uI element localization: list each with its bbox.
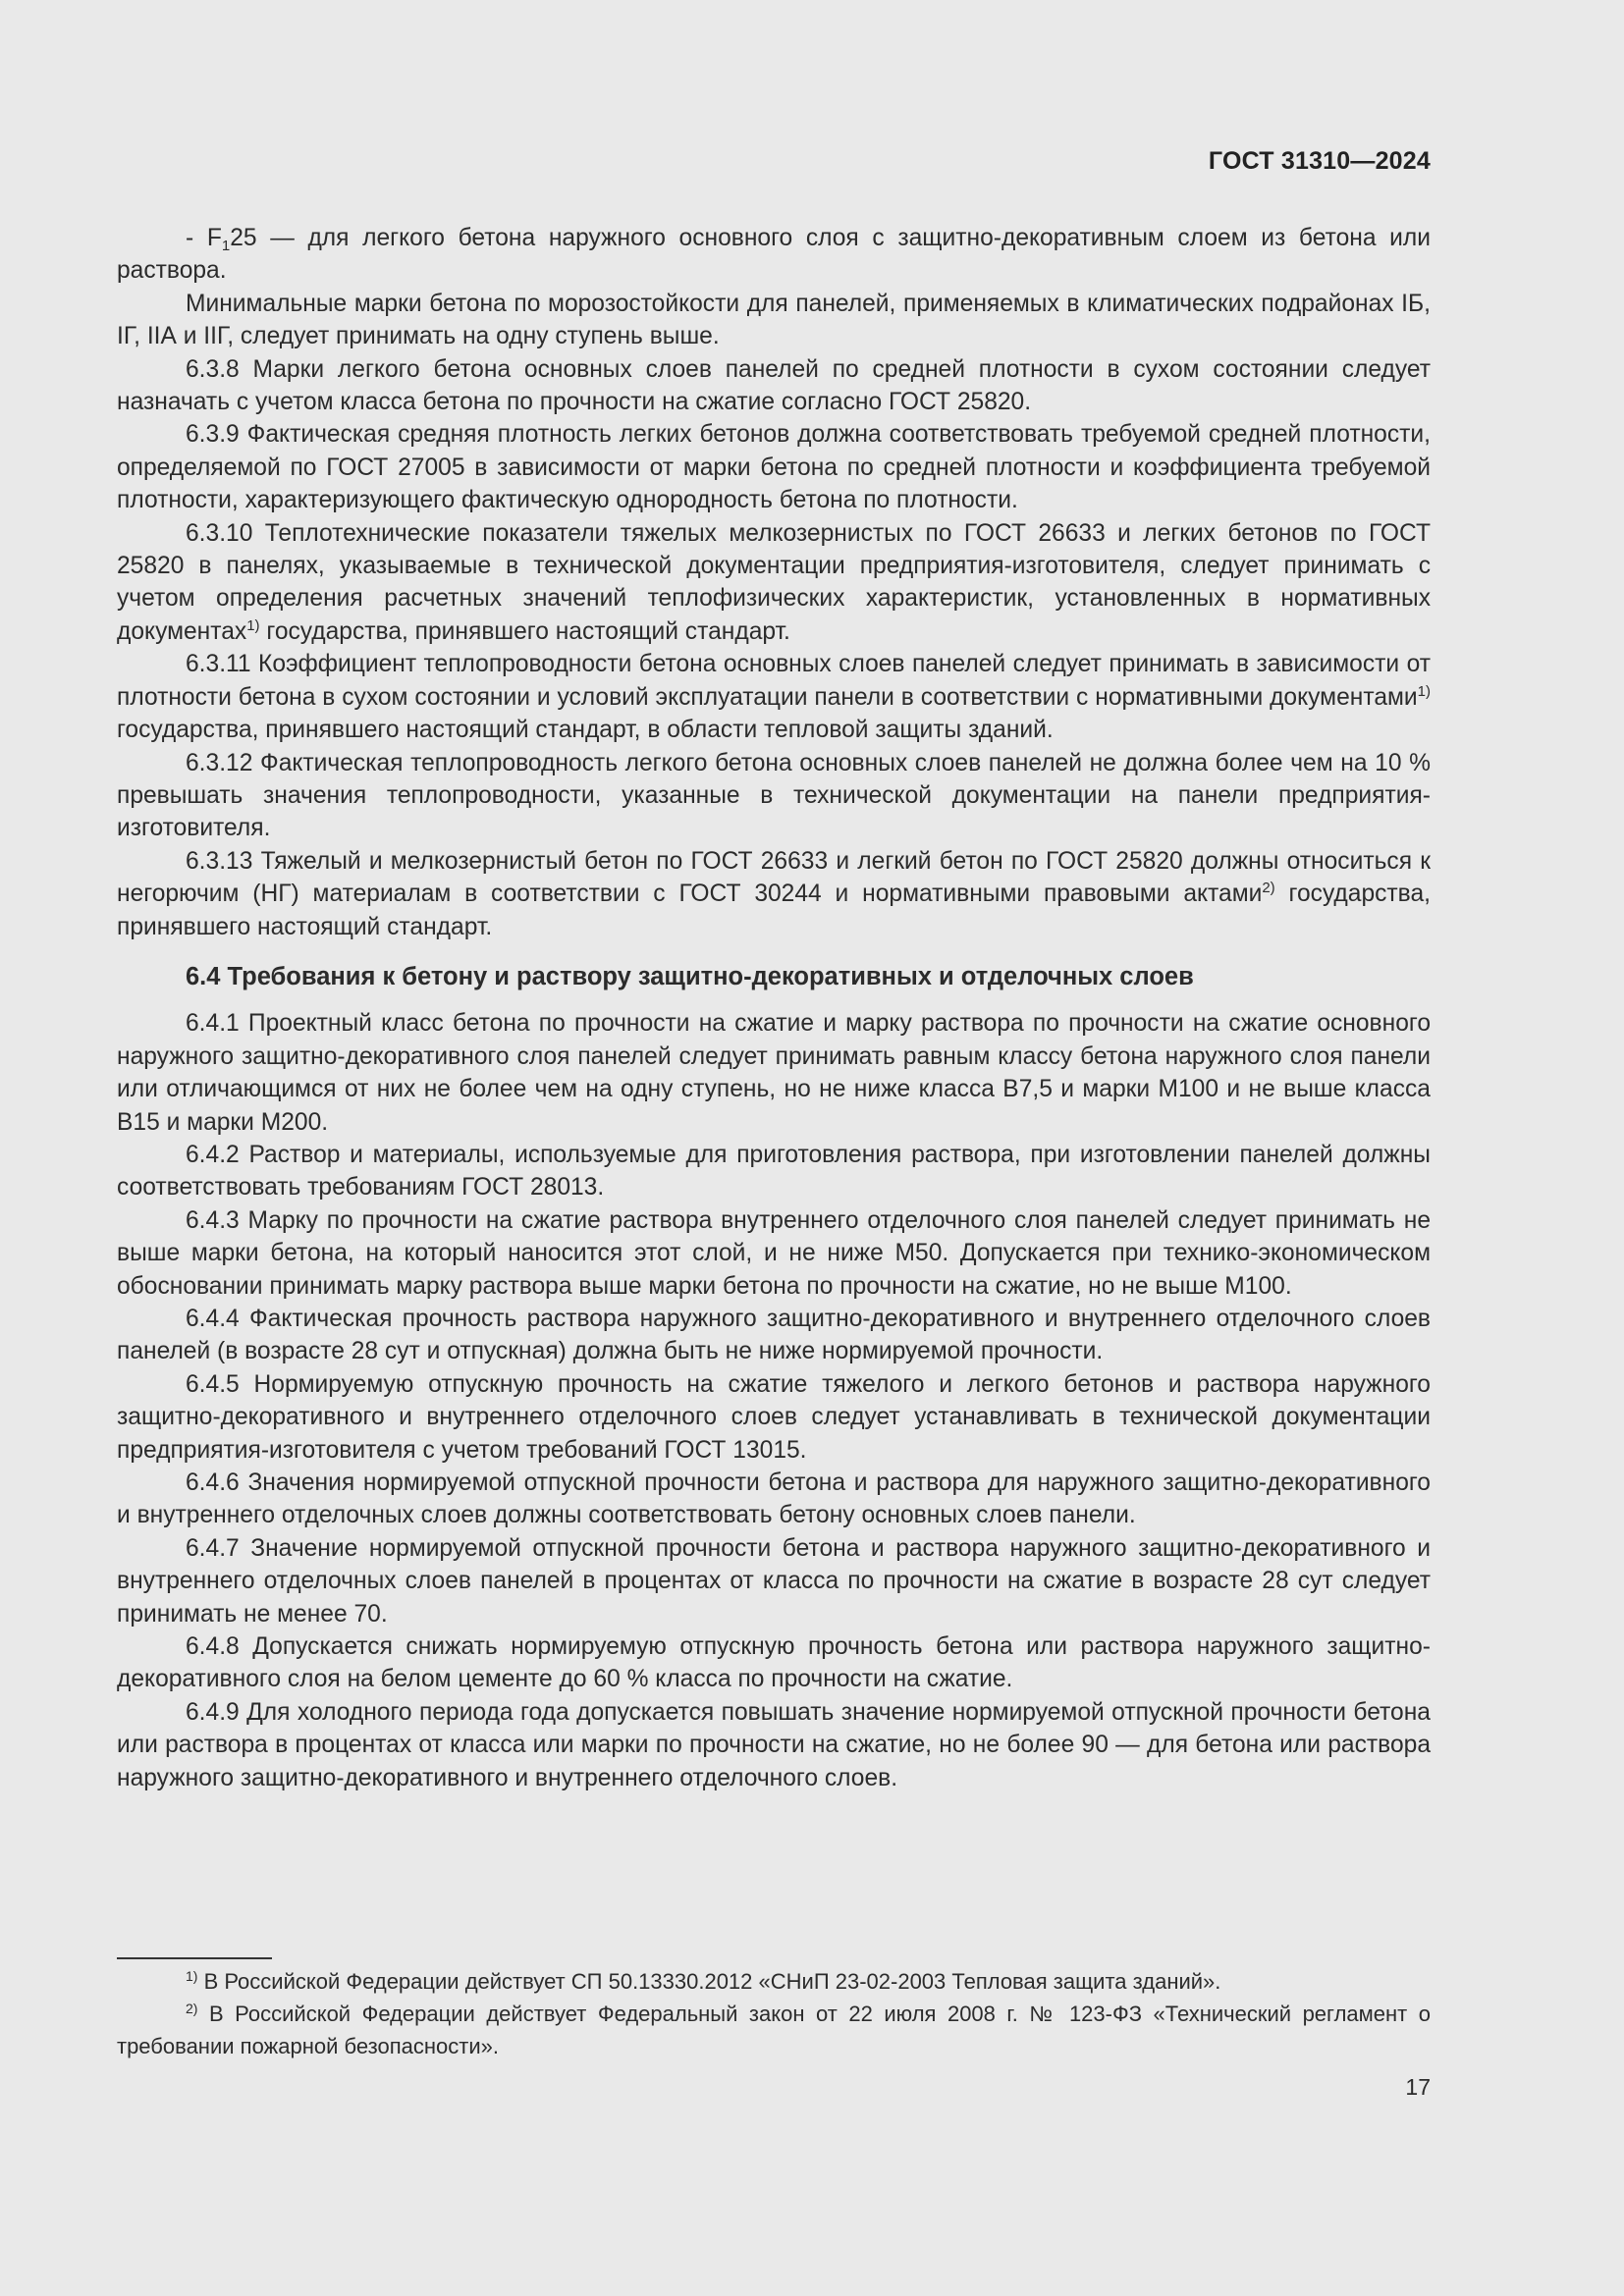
paragraph-6-3-10 <box>117 517 1431 649</box>
paragraph-6-3-11-tail: государства, принявшего настоящий стандарт, в области тепловой защиты зданий. <box>117 717 1054 744</box>
paragraph-6-4-4: 6.4.4 Фактическая прочность раствора наружного защитно-декоративного и внутреннего отделочного слоев панелей (в возрасте 28 сут и отпускная) должна быть не ниже нормируемой прочности. <box>117 1306 1431 1365</box>
paragraph-6-4-7: 6.4.7 Значение нормируемой отпускной прочности бетона и раствора наружного защитно-декоративного и внутреннего отделочных слоев панелей в процентах от класса по прочности на сжатие в возрасте 28 сут следует принимать не менее 70. <box>117 1534 1431 1628</box>
paragraph-6-3-9: 6.3.9 Фактическая средняя плотность легких бетонов должна соответствовать требуемой средней плотности, определяемой по ГОСТ 27005 в зависимости от марки бетона по средней плотности и коэффициента требуемой плотности, характеризующего фактическую однородность бетона по плотности. <box>117 421 1431 514</box>
paragraph-6-3-8: 6.3.8 Марки легкого бетона основных слоев панелей по средней плотности в сухом состоянии следует назначать с учетом класса бетона по прочности на сжатие согласно ГОСТ 25820. <box>117 355 1431 416</box>
paragraph-6-3-11 <box>117 648 1431 746</box>
document-code-header: ГОСТ 31310—2024 <box>1208 147 1431 175</box>
f125-prefix: - F <box>186 225 222 251</box>
footnote-1-marker: 1) <box>186 1968 198 1984</box>
paragraph-min-grades: Минимальные марки бетона по морозостойкости для панелей, применяемых в климатических подрайонах IБ, IГ, IIА и IIГ, следует принимать на одну ступень выше. <box>117 290 1431 350</box>
footnote-ref-2: 2) <box>1262 880 1275 897</box>
body-text <box>117 222 1431 1794</box>
f125-subscript: 1 <box>221 238 231 254</box>
footnote-divider <box>117 1957 272 1959</box>
paragraph-6-3-10-tail: государства, принявшего настоящий стандарт. <box>259 617 790 645</box>
paragraph-6-3-10-text: 6.3.10 Теплотехнические показатели тяжелых мелкозернистых по ГОСТ 26633 и легких бетонов по ГОСТ 25820 в панелях, указываемые в технической документации предприятия-изготовителя, следует принимать с учетом определения расчетных значений теплофизических характеристик, установленных в нормативных документах <box>117 519 1431 645</box>
paragraph-6-4-3: 6.4.3 Марку по прочности на сжатие раствора внутреннего отделочного слоя панелей следует принимать не выше марки бетона, на который наносится этот слой, и не ниже М50. Допускается при технико-экономическом обосновании принимать марку раствора выше марки бетона по прочности на сжатие, но не выше М100. <box>117 1206 1431 1300</box>
paragraph-6-3-13-tail: государства, принявшего настоящий стандарт. <box>117 881 1431 940</box>
footnote-ref-1: 1) <box>246 616 260 634</box>
footnote-1-text: В Российской Федерации действует СП 50.13330.2012 «СНиП 23-02-2003 Тепловая защита зданий». <box>197 1969 1221 1994</box>
footnote-2-text: В Российской Федерации действует Федеральный закон от 22 июля 2008 г. № 123-ФЗ «Технический регламент о требовании пожарной безопасности». <box>117 2002 1431 2058</box>
footnote-2 <box>117 1998 1431 2062</box>
paragraph-6-4-5: 6.4.5 Нормируемую отпускную прочность на сжатие тяжелого и легкого бетонов и раствора наружного защитно-декоративного и внутреннего отделочного слоев следует устанавливать в технической документации предприятия-изготовителя с учетом требований ГОСТ 13015. <box>117 1370 1431 1464</box>
footnotes <box>117 1965 1431 2062</box>
footnote-1 <box>117 1965 1431 1998</box>
paragraph-6-3-12: 6.3.12 Фактическая теплопроводность легкого бетона основных слоев панелей не должна более чем на 10 % превышать значения теплопроводности, указанные в технической документации на панели предприятия-изготовителя. <box>117 749 1431 842</box>
paragraph-6-4-8: 6.4.8 Допускается снижать нормируемую отпускную прочность бетона или раствора наружного защитно-декоративного слоя на белом цементе до 60 % класса по прочности на сжатие. <box>117 1633 1431 1693</box>
section-heading-6-4: 6.4 Требования к бетону и раствору защитно-декоративных и отделочных слоев <box>186 962 1194 990</box>
paragraph-6-4-2: 6.4.2 Раствор и материалы, используемые для приготовления раствора, при изготовлении панелей должны соответствовать требованиям ГОСТ 28013. <box>117 1141 1431 1201</box>
paragraph-f125 <box>117 222 1431 288</box>
paragraph-6-3-13-text: 6.3.13 Тяжелый и мелкозернистый бетон по ГОСТ 26633 и легкий бетон по ГОСТ 25820 должны относиться к негорючим (НГ) материалам в соответствии с ГОСТ 30244 и нормативными правовыми актами <box>117 847 1431 908</box>
paragraph-6-4-9: 6.4.9 Для холодного периода года допускается повышать значение нормируемой отпускной прочности бетона или раствора в процентах от класса или марки по прочности на сжатие, но не более 90 — для бетона или раствора наружного защитно-декоративного и внутреннего отделочного слоев. <box>117 1698 1431 1791</box>
footnote-ref-1: 1) <box>1417 682 1431 700</box>
paragraph-6-4-6: 6.4.6 Значения нормируемой отпускной прочности бетона и раствора для наружного защитно-декоративного и внутреннего отделочных слоев должны соответствовать бетону основных слоев панели. <box>117 1469 1431 1529</box>
f125-text: 25 — для легкого бетона наружного основного слоя с защитно-декоративным слоем из бетона или раствора. <box>117 225 1431 285</box>
page-number: 17 <box>1405 2074 1431 2100</box>
paragraph-6-4-1: 6.4.1 Проектный класс бетона по прочности на сжатие и марку раствора по прочности на сжатие основного наружного защитно-декоративного слоя панелей следует принимать равным классу бетона наружного слоя панели или отличающимся от них не более чем на одну ступень, но не ниже класса В7,5 и марки М100 и не выше класса В15 и марки М200. <box>117 1010 1431 1136</box>
paragraph-6-3-13 <box>117 845 1431 943</box>
paragraph-6-3-11-text: 6.3.11 Коэффициент теплопроводности бетона основных слоев панелей следует принимать в зависимости от плотности бетона в сухом состоянии и условий эксплуатации панели в соответствии с нормативными документами <box>117 651 1431 711</box>
footnote-2-marker: 2) <box>186 2001 198 2016</box>
